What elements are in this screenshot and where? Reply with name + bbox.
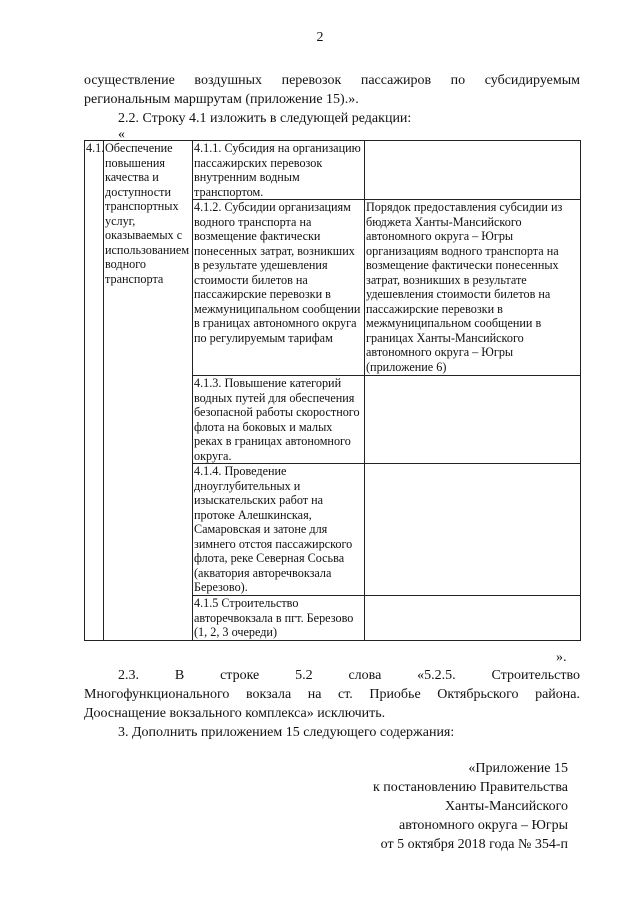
word: Строительство: [491, 668, 580, 683]
section-3: 3. Дополнить приложением 15 следующего содержания:: [118, 725, 455, 740]
section-2-3-line-3: Дооснащение вокзального комплекса» исключить.: [84, 706, 386, 721]
open-quote: «: [118, 127, 125, 142]
note-cell: Порядок предоставления субсидии из бюджета Ханты-Мансийского автономного округа – Югры организациям водного транспорта на возмещение фактически понесенных затрат, возникших в результате удешевления стоимости билетов на пассажирские перевозки в межмуниципальном сообщении в границах Ханты-Мансийского автономного округа – Югры (приложение 6): [365, 200, 581, 376]
appendix-header-line: автономного округа – Югры: [399, 818, 568, 833]
note-cell: [365, 376, 581, 464]
word: В: [174, 668, 185, 683]
section-2-2: 2.2. Строку 4.1 изложить в следующей редакции:: [118, 111, 412, 126]
word: 2.3.: [118, 668, 139, 683]
word: слова: [348, 668, 382, 683]
measure-cell: 4.1.5 Строительство авторечвокзала в пгт. Березово (1, 2, 3 очереди): [193, 596, 365, 641]
appendix-header-line: от 5 октября 2018 года № 354-п: [380, 837, 568, 852]
page-number: 2: [316, 30, 324, 45]
appendix-header-line: «Приложение 15: [468, 761, 568, 776]
measure-cell: 4.1.3. Повышение категорий водных путей для обеспечения безопасной работы скоростного флота на боковых и малых реках в границах автономного округа.: [193, 376, 365, 464]
appendix-header-line: к постановлению Правительства: [372, 780, 568, 795]
table-row: [85, 141, 581, 200]
appendix-header-line: Ханты-Мансийского: [444, 799, 568, 814]
intro-line-2: региональным маршрутам (приложение 15).».: [84, 92, 359, 107]
note-cell: [365, 464, 581, 596]
word: «5.2.5.: [417, 668, 456, 683]
measure-cell: 4.1.4. Проведение дноуглубительных и изыскательских работ на протоке Алешкинская, Самаровская и затоне для зимнего отстоя пассажирского флота, реке Северная Сосьва (акватория авторечвокзала Березово).: [193, 464, 365, 596]
intro-line-1: осуществление воздушных перевозок пассажиров по субсидируемым: [84, 73, 580, 88]
section-2-3-line-2: Многофункционального вокзала на ст. Приобье Октябрьского района.: [84, 687, 580, 702]
word: строке: [220, 668, 260, 683]
section-2-3-line-1: [118, 666, 580, 685]
close-quote: ».: [556, 650, 567, 665]
word: 5.2: [295, 668, 313, 683]
row-title: Обеспечение повышения качества и доступности транспортных услуг, оказываемых с использованием водного транспорта: [104, 141, 193, 641]
note-cell: [365, 596, 581, 641]
row-number: 4.1.: [85, 141, 104, 641]
appendix-header: [268, 759, 568, 854]
measure-cell: 4.1.2. Субсидии организациям водного транспорта на возмещение фактически понесенных затрат, возникших в результате удешевления стоимости билетов на пассажирские перевозки в межмуниципальном сообщении в границах автономного округа по регулируемым тарифам: [193, 200, 365, 376]
measure-cell: 4.1.1. Субсидия на организацию пассажирских перевозок внутренним водным транспортом.: [193, 141, 365, 200]
program-table: [84, 140, 581, 641]
note-cell: [365, 141, 581, 200]
